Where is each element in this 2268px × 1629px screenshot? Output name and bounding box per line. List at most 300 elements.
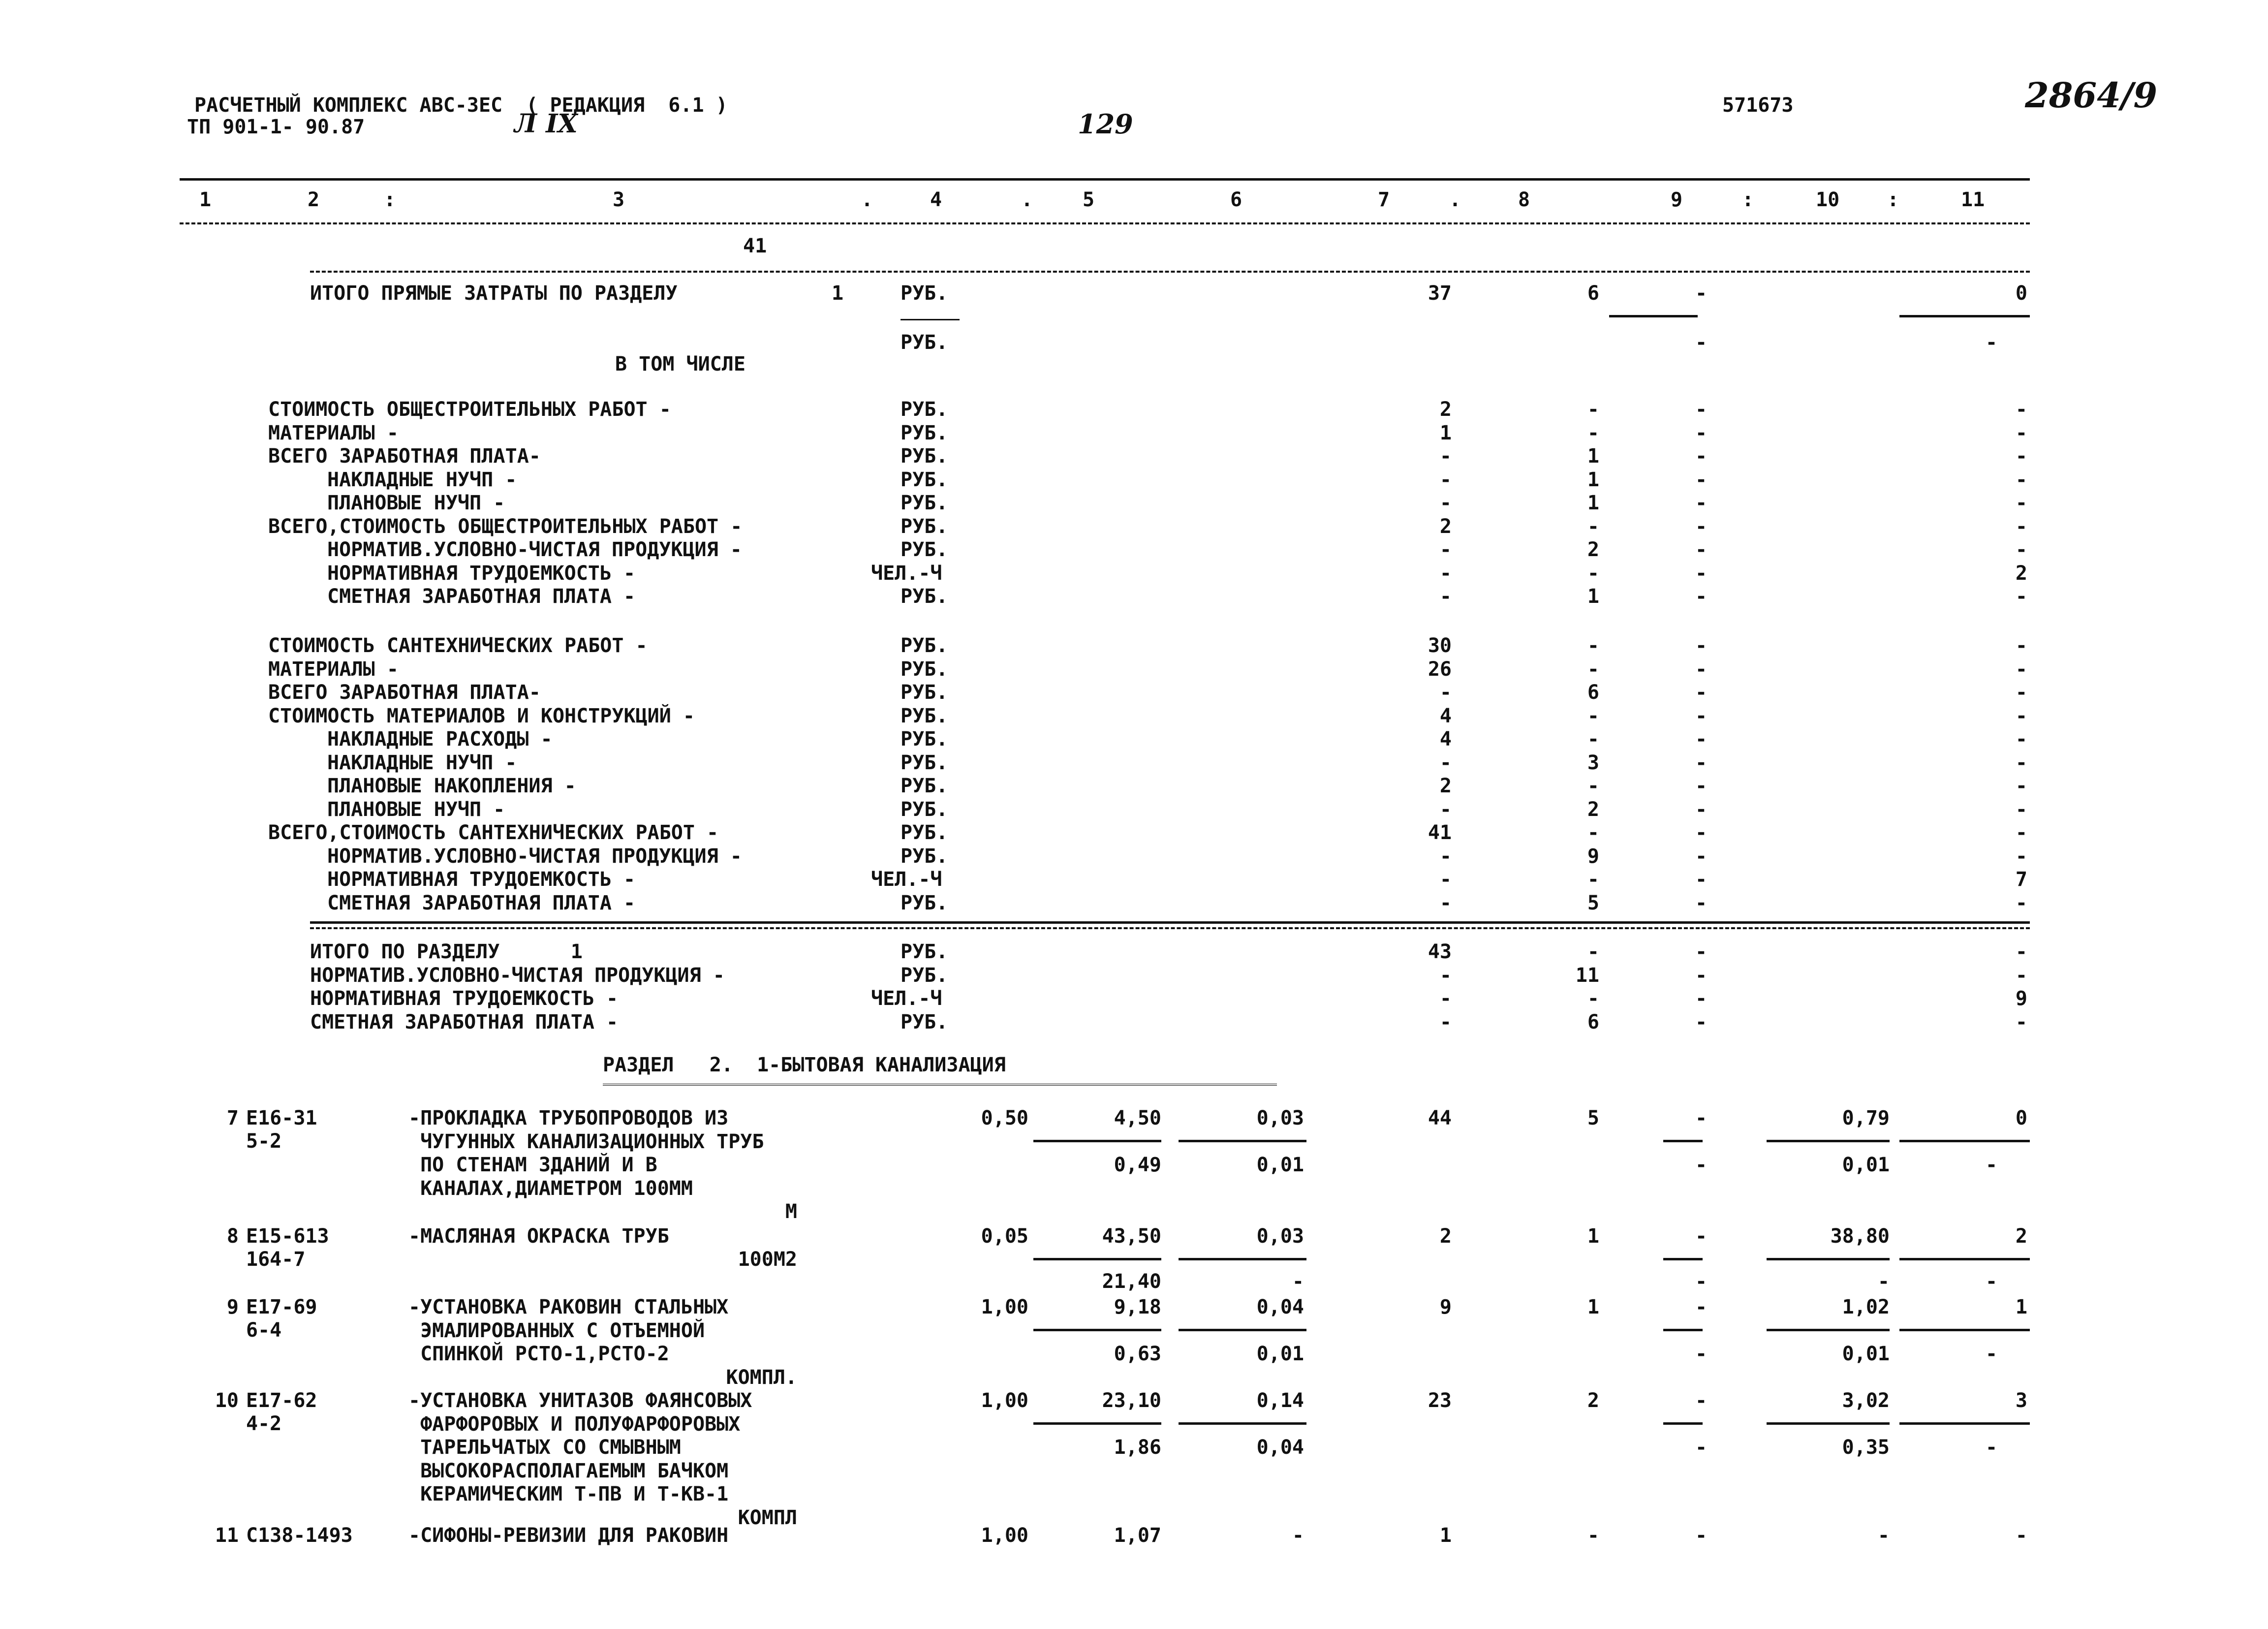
- column-header-1: 2: [308, 188, 320, 211]
- row-c7: 30: [1428, 634, 1452, 657]
- row-label: НАКЛАДНЫЕ НУЧП -: [327, 468, 517, 491]
- item-c6b: 0,04: [1256, 1436, 1304, 1459]
- row-c11: -: [2015, 681, 2027, 704]
- row-c9: -: [1695, 728, 1708, 751]
- row-c11: -: [2015, 421, 2027, 444]
- row-c11: -: [2015, 515, 2027, 538]
- item-rule-c10: [1767, 1329, 1890, 1331]
- row-c8: 1: [1587, 492, 1599, 514]
- column-header-10: .: [1449, 188, 1461, 211]
- section1-total-c8: 6: [1587, 282, 1599, 305]
- item-rule-c5: [1033, 1329, 1161, 1331]
- item-c5: 1,07: [1114, 1524, 1161, 1547]
- column-header-11: 8: [1518, 188, 1530, 211]
- row-c9: -: [1695, 538, 1708, 561]
- row-label: НОРМАТИВНАЯ ТРУДОЕМКОСТЬ -: [327, 562, 636, 585]
- row-label: СТОИМОСТЬ САНТЕХНИЧЕСКИХ РАБОТ -: [268, 634, 648, 657]
- column-header-15: :: [1887, 188, 1899, 211]
- row-c11: -: [2015, 751, 2027, 774]
- row-c11: 7: [2015, 868, 2027, 891]
- row-c8: 11: [1575, 964, 1599, 987]
- row-c11: -: [2015, 538, 2027, 561]
- row-c11: -: [2015, 398, 2027, 421]
- item-desc-line: ЧУГУННЫХ КАНАЛИЗАЦИОННЫХ ТРУБ: [408, 1130, 764, 1153]
- row-unit: РУБ.: [901, 658, 948, 681]
- item-unit: М: [785, 1200, 797, 1223]
- row-c8: -: [1587, 515, 1599, 538]
- item-c5: 9,18: [1114, 1296, 1161, 1318]
- row-label: ВСЕГО,СТОИМОСТЬ ОБЩЕСТРОИТЕЛЬНЫХ РАБОТ -: [268, 515, 743, 538]
- row-label: ВСЕГО ЗАРАБОТНАЯ ПЛАТА-: [268, 445, 541, 468]
- row-c9: -: [1695, 634, 1708, 657]
- document-number: 571673: [1722, 94, 1794, 117]
- item-unit: КОМПЛ: [738, 1506, 797, 1529]
- row-label: ПЛАНОВЫЕ НУЧП -: [327, 492, 505, 514]
- item-desc-line: ФАРФОРОВЫХ И ПОЛУФАРФОРОВЫХ: [408, 1412, 741, 1436]
- row-c11: -: [2015, 728, 2027, 751]
- row-c11: -: [2015, 775, 2027, 797]
- row-label: НОРМАТИВ.УСЛОВНО-ЧИСТАЯ ПРОДУКЦИЯ -: [327, 845, 742, 868]
- item-c5b: 0,49: [1114, 1154, 1161, 1176]
- item-c9: -: [1695, 1296, 1708, 1318]
- row-unit: РУБ.: [901, 798, 948, 821]
- row-c11: -: [2015, 964, 2027, 987]
- row-label: НАКЛАДНЫЕ РАСХОДЫ -: [327, 728, 553, 751]
- item-c8: 2: [1587, 1389, 1599, 1412]
- row-c7: 2: [1439, 398, 1452, 421]
- section1-total-c9b: -: [1695, 331, 1708, 354]
- row-label: СТОИМОСТЬ ОБЩЕСТРОИТЕЛЬНЫХ РАБОТ -: [268, 398, 671, 421]
- item-c9: -: [1695, 1107, 1708, 1129]
- item-rule-c9: [1663, 1258, 1703, 1260]
- row-c11: 2: [2015, 562, 2027, 585]
- item-desc-line: -МАСЛЯНАЯ ОКРАСКА ТРУБ: [408, 1225, 669, 1248]
- item-c6: 0,03: [1256, 1107, 1304, 1129]
- column-header-0: 1: [199, 188, 212, 211]
- row-unit: РУБ.: [901, 492, 948, 514]
- row-c8: -: [1587, 940, 1599, 963]
- item-rule-c10: [1767, 1258, 1890, 1260]
- row-label: МАТЕРИАЛЫ -: [268, 421, 399, 444]
- row-unit: РУБ.: [901, 964, 948, 987]
- row-c11: -: [2015, 798, 2027, 821]
- item-no: 11: [215, 1524, 239, 1547]
- row-c8: 1: [1587, 585, 1599, 608]
- item-c6: 0,04: [1256, 1296, 1304, 1318]
- row-c8: -: [1587, 634, 1599, 657]
- row-label: НОРМАТИВНАЯ ТРУДОЕМКОСТЬ -: [310, 987, 619, 1010]
- item-code: Е17-62: [246, 1389, 317, 1412]
- row-label: СМЕТНАЯ ЗАРАБОТНАЯ ПЛАТА -: [327, 891, 636, 914]
- row-unit: ЧЕЛ.-Ч: [871, 562, 942, 585]
- item-unit: КОМПЛ.: [726, 1366, 797, 1389]
- row-unit: РУБ.: [901, 421, 948, 444]
- section1-total-c11b: -: [1986, 331, 1998, 354]
- row-c7: -: [1439, 987, 1452, 1010]
- item-rule-c11: [1899, 1422, 2030, 1425]
- row-c9: -: [1695, 445, 1708, 468]
- row-c9: -: [1695, 562, 1708, 585]
- row-c9: -: [1695, 798, 1708, 821]
- row-c7: -: [1439, 751, 1452, 774]
- item-code2: 4-2: [246, 1412, 282, 1435]
- row-c7: -: [1439, 468, 1452, 491]
- row-c8: -: [1587, 421, 1599, 444]
- header-rule-top: [180, 178, 2030, 181]
- row-c8: -: [1587, 398, 1599, 421]
- row-c7: 2: [1439, 515, 1452, 538]
- item-rule-c11: [1899, 1258, 2030, 1260]
- section1-total-no: 1: [832, 282, 844, 305]
- item-rule-c9: [1663, 1329, 1703, 1331]
- row-c8: -: [1587, 987, 1599, 1010]
- row-c9: -: [1695, 421, 1708, 444]
- row-c7: 2: [1439, 775, 1452, 797]
- row-c11: -: [2015, 845, 2027, 868]
- row-unit: РУБ.: [901, 775, 948, 797]
- item-rule-c9: [1663, 1422, 1703, 1425]
- row-c8: 6: [1587, 681, 1599, 704]
- item-c7: 44: [1428, 1107, 1452, 1129]
- row-c7: -: [1439, 538, 1452, 561]
- row-c7: 1: [1439, 421, 1452, 444]
- row-c7: -: [1439, 891, 1452, 914]
- item-c11: 3: [2015, 1389, 2027, 1412]
- row-c11: -: [2015, 492, 2027, 514]
- item-c9b: -: [1695, 1436, 1708, 1459]
- item-rule-c10: [1767, 1422, 1890, 1425]
- item-rule-c5: [1033, 1422, 1161, 1425]
- column-header-2: :: [384, 188, 396, 211]
- row-unit: РУБ.: [901, 1010, 948, 1034]
- section1-total-unit-2: РУБ.: [901, 331, 948, 354]
- item-c6: 0,14: [1256, 1389, 1304, 1412]
- header-line-1: РАСЧЕТНЫЙ КОМПЛЕКС АВС-3ЕС ( РЕДАКЦИЯ 6.1 ): [194, 94, 728, 117]
- item-desc-line: -УСТАНОВКА УНИТАЗОВ ФАЯНСОВЫХ: [408, 1389, 752, 1412]
- item-rule-c6: [1179, 1422, 1306, 1425]
- row-unit: РУБ.: [901, 515, 948, 538]
- item-c7: 9: [1439, 1296, 1452, 1318]
- row-c7: -: [1439, 845, 1452, 868]
- row-unit: РУБ.: [901, 845, 948, 868]
- row-label: НОРМАТИВНАЯ ТРУДОЕМКОСТЬ -: [327, 868, 636, 891]
- row-c9: -: [1695, 515, 1708, 538]
- row-c11: -: [2015, 658, 2027, 681]
- row-label: СТОИМОСТЬ МАТЕРИАЛОВ И КОНСТРУКЦИЙ -: [268, 704, 695, 727]
- item-c7: 23: [1428, 1389, 1452, 1412]
- row-label: ВСЕГО,СТОИМОСТЬ САНТЕХНИЧЕСКИХ РАБОТ -: [268, 821, 719, 844]
- item-rule-c6: [1179, 1140, 1306, 1142]
- row-unit: РУБ.: [901, 821, 948, 844]
- section-rule: [310, 271, 2030, 273]
- item-code2: 6-4: [246, 1319, 282, 1342]
- row-c7: 43: [1428, 940, 1452, 963]
- row-label: СМЕТНАЯ ЗАРАБОТНАЯ ПЛАТА -: [327, 585, 636, 608]
- header-line-2: ТП 901-1- 90.87: [187, 116, 365, 138]
- item-desc-line: СПИНКОЙ РСТО-1,РСТО-2: [408, 1343, 669, 1365]
- item-rule-c6: [1179, 1329, 1306, 1331]
- item-code2: 164-7: [246, 1248, 306, 1271]
- column-header-8: 6: [1230, 188, 1243, 211]
- row-c11: -: [2015, 1010, 2027, 1034]
- row-c8: 2: [1587, 798, 1599, 821]
- row-unit: РУБ.: [901, 940, 948, 963]
- row-label: НАКЛАДНЫЕ НУЧП -: [327, 751, 517, 774]
- item-c9: -: [1695, 1225, 1708, 1248]
- item-c11b: -: [1986, 1154, 1998, 1176]
- row-c8: -: [1587, 868, 1599, 891]
- item-c9b: -: [1695, 1154, 1708, 1176]
- row-c8: -: [1587, 821, 1599, 844]
- row-c7: -: [1439, 562, 1452, 585]
- item-no: 7: [226, 1107, 239, 1129]
- item-c11: 1: [2015, 1296, 2027, 1318]
- item-c4: 0,05: [981, 1225, 1028, 1248]
- row-unit: РУБ.: [901, 538, 948, 561]
- row-unit: ЧЕЛ.-Ч: [871, 987, 942, 1010]
- row-c8: 9: [1587, 845, 1599, 868]
- section1-total-c7: 37: [1428, 282, 1452, 305]
- column-header-7: 5: [1083, 188, 1095, 211]
- item-c7: 1: [1439, 1524, 1452, 1547]
- item-c10b: 0,35: [1842, 1436, 1890, 1459]
- item-c5: 43,50: [1102, 1225, 1161, 1248]
- row-c8: 1: [1587, 445, 1599, 468]
- item-desc-line: КЕРАМИЧЕСКИМ Т-ПВ И Т-КВ-1: [408, 1483, 729, 1505]
- section1-unit-rule: [901, 319, 960, 320]
- item-c10: 3,02: [1842, 1389, 1890, 1412]
- item-desc-line: КАНАЛАХ,ДИАМЕТРОМ 100ММ: [408, 1177, 693, 1200]
- row-unit: РУБ.: [901, 681, 948, 704]
- item-desc-line: -СИФОНЫ-РЕВИЗИИ ДЛЯ РАКОВИН: [408, 1524, 729, 1547]
- item-c10: 1,02: [1842, 1296, 1890, 1318]
- item-c10: -: [1877, 1524, 1890, 1547]
- row-c9: -: [1695, 821, 1708, 844]
- row-label: МАТЕРИАЛЫ -: [268, 658, 399, 681]
- item-c9b: -: [1695, 1343, 1708, 1365]
- item-desc-line: -УСТАНОВКА РАКОВИН СТАЛЬНЫХ: [408, 1296, 729, 1318]
- item-no: 10: [215, 1389, 239, 1412]
- item-c9: -: [1695, 1524, 1708, 1547]
- item-c11b: -: [1986, 1343, 1998, 1365]
- row-label: НОРМАТИВ.УСЛОВНО-ЧИСТАЯ ПРОДУКЦИЯ -: [310, 964, 725, 987]
- column-header-14: 10: [1816, 188, 1840, 211]
- item-c5b: 1,86: [1114, 1436, 1161, 1459]
- row-c7: -: [1439, 964, 1452, 987]
- item-c4: 1,00: [981, 1389, 1028, 1412]
- item-c5: 4,50: [1114, 1107, 1161, 1129]
- item-c8: -: [1587, 1524, 1599, 1547]
- section1-total-label: ИТОГО ПРЯМЫЕ ЗАТРАТЫ ПО РАЗДЕЛУ: [310, 282, 678, 305]
- item-c6b: -: [1292, 1270, 1304, 1293]
- row-unit: ЧЕЛ.-Ч: [871, 868, 942, 891]
- row-c11: -: [2015, 940, 2027, 963]
- item-no: 8: [226, 1225, 239, 1248]
- section1-summary-rule-dash: [310, 927, 2030, 929]
- code-mark: Л IX: [514, 109, 578, 139]
- row-unit: РУБ.: [901, 751, 948, 774]
- row-c8: -: [1587, 704, 1599, 727]
- item-c5b: 21,40: [1102, 1270, 1161, 1293]
- row-c7: 4: [1439, 704, 1452, 727]
- item-c7: 2: [1439, 1225, 1452, 1248]
- item-c11: 0: [2015, 1107, 2027, 1129]
- row-c11: -: [2015, 704, 2027, 727]
- section1-total-c9: -: [1695, 282, 1708, 305]
- item-desc-line: ПО СТЕНАМ ЗДАНИЙ И В: [408, 1154, 657, 1176]
- row-unit: РУБ.: [901, 445, 948, 468]
- row-c9: -: [1695, 681, 1708, 704]
- item-no: 9: [226, 1296, 239, 1318]
- row-unit: РУБ.: [901, 468, 948, 491]
- column-header-6: .: [1021, 188, 1033, 211]
- section1-summary-rule-top: [310, 921, 2030, 924]
- row-c11: -: [2015, 468, 2027, 491]
- column-header-4: .: [861, 188, 873, 211]
- item-c8: 1: [1587, 1225, 1599, 1248]
- section1-total-unit: РУБ.: [901, 282, 948, 305]
- item-c9b: -: [1695, 1270, 1708, 1293]
- item-desc-line: ТАРЕЛЬЧАТЫХ СО СМЫВНЫМ: [408, 1436, 681, 1459]
- row-c8: -: [1587, 562, 1599, 585]
- row-c9: -: [1695, 751, 1708, 774]
- column-header-3: 3: [613, 188, 625, 211]
- section-number: 41: [743, 235, 767, 257]
- row-c11: -: [2015, 821, 2027, 844]
- item-c6: 0,03: [1256, 1225, 1304, 1248]
- row-c9: -: [1695, 868, 1708, 891]
- item-c10b: -: [1877, 1270, 1890, 1293]
- item-rule-c9: [1663, 1140, 1703, 1142]
- row-c11: -: [2015, 445, 2027, 468]
- section1-c11-rule: [1899, 315, 2030, 317]
- item-c8: 1: [1587, 1296, 1599, 1318]
- row-c8: -: [1587, 658, 1599, 681]
- row-c11: 9: [2015, 987, 2027, 1010]
- row-unit: РУБ.: [901, 891, 948, 914]
- item-code: Е17-69: [246, 1296, 317, 1318]
- row-c7: -: [1439, 868, 1452, 891]
- section1-c9-rule: [1609, 315, 1698, 317]
- item-rule-c10: [1767, 1140, 1890, 1142]
- row-c8: -: [1587, 728, 1599, 751]
- row-label: СМЕТНАЯ ЗАРАБОТНАЯ ПЛАТА -: [310, 1010, 619, 1034]
- item-c6b: 0,01: [1256, 1154, 1304, 1176]
- column-header-12: 9: [1671, 188, 1683, 211]
- item-c11: 2: [2015, 1225, 2027, 1248]
- item-desc-line: ЭМАЛИРОВАННЫХ С ОТЪЕМНОЙ: [408, 1319, 705, 1342]
- row-c9: -: [1695, 987, 1708, 1010]
- row-c7: -: [1439, 585, 1452, 608]
- row-c9: -: [1695, 468, 1708, 491]
- row-c9: -: [1695, 891, 1708, 914]
- item-c5b: 0,63: [1114, 1343, 1161, 1365]
- row-c9: -: [1695, 658, 1708, 681]
- sheet-number-handwritten: 2864/9: [2025, 75, 2158, 116]
- item-rule-c11: [1899, 1329, 2030, 1331]
- row-c7: -: [1439, 798, 1452, 821]
- row-c7: -: [1439, 445, 1452, 468]
- row-unit: РУБ.: [901, 704, 948, 727]
- item-c10b: 0,01: [1842, 1154, 1890, 1176]
- row-c9: -: [1695, 1010, 1708, 1034]
- item-rule-c5: [1033, 1140, 1161, 1142]
- item-c10b: 0,01: [1842, 1343, 1890, 1365]
- section2-title-underline: [603, 1084, 1277, 1089]
- row-c7: 4: [1439, 728, 1452, 751]
- row-unit: РУБ.: [901, 585, 948, 608]
- row-label: ИТОГО ПО РАЗДЕЛУ 1: [310, 940, 583, 963]
- row-label: НОРМАТИВ.УСЛОВНО-ЧИСТАЯ ПРОДУКЦИЯ -: [327, 538, 742, 561]
- row-c11: -: [2015, 634, 2027, 657]
- row-unit: РУБ.: [901, 728, 948, 751]
- item-rule-c5: [1033, 1258, 1161, 1260]
- item-code: Е16-31: [246, 1107, 317, 1129]
- row-c7: -: [1439, 681, 1452, 704]
- section1-total-c11: 0: [2015, 282, 2027, 305]
- row-c7: -: [1439, 1010, 1452, 1034]
- item-desc-line: -ПРОКЛАДКА ТРУБОПРОВОДОВ ИЗ: [408, 1107, 729, 1129]
- item-c10: 38,80: [1830, 1225, 1890, 1248]
- header-rule-bottom: [180, 222, 2030, 224]
- item-rule-c6: [1179, 1258, 1306, 1260]
- row-c8: 6: [1587, 1010, 1599, 1034]
- item-code: С138-1493: [246, 1524, 353, 1547]
- item-c11b: -: [1986, 1270, 1998, 1293]
- row-c8: 2: [1587, 538, 1599, 561]
- item-c4: 0,50: [981, 1107, 1028, 1129]
- item-c9: -: [1695, 1389, 1708, 1412]
- item-c4: 1,00: [981, 1524, 1028, 1547]
- item-desc-line: ВЫСОКОРАСПОЛАГАЕМЫМ БАЧКОМ: [408, 1459, 729, 1482]
- column-header-16: 11: [1961, 188, 1985, 211]
- row-c9: -: [1695, 704, 1708, 727]
- row-label: ПЛАНОВЫЕ НУЧП -: [327, 798, 505, 821]
- row-label: ПЛАНОВЫЕ НАКОПЛЕНИЯ -: [327, 775, 576, 797]
- item-c5: 23,10: [1102, 1389, 1161, 1412]
- item-c11: -: [2015, 1524, 2027, 1547]
- row-label: ВСЕГО ЗАРАБОТНАЯ ПЛАТА-: [268, 681, 541, 704]
- item-c10: 0,79: [1842, 1107, 1890, 1129]
- column-header-5: 4: [930, 188, 942, 211]
- item-c8: 5: [1587, 1107, 1599, 1129]
- row-c9: -: [1695, 845, 1708, 868]
- item-rule-c11: [1899, 1140, 2030, 1142]
- row-c8: -: [1587, 775, 1599, 797]
- row-c8: 5: [1587, 891, 1599, 914]
- section2-title: РАЗДЕЛ 2. 1-БЫТОВАЯ КАНАЛИЗАЦИЯ: [603, 1054, 1006, 1076]
- row-c9: -: [1695, 964, 1708, 987]
- item-code2: 5-2: [246, 1130, 282, 1153]
- row-c11: -: [2015, 891, 2027, 914]
- in-which-label: В ТОМ ЧИСЛЕ: [615, 353, 746, 376]
- row-unit: РУБ.: [901, 398, 948, 421]
- column-header-13: :: [1742, 188, 1754, 211]
- item-c6b: 0,01: [1256, 1343, 1304, 1365]
- row-c9: -: [1695, 398, 1708, 421]
- row-c11: -: [2015, 585, 2027, 608]
- row-c7: 41: [1428, 821, 1452, 844]
- item-c4: 1,00: [981, 1296, 1028, 1318]
- item-c6: -: [1292, 1524, 1304, 1547]
- page-number-handwritten: 129: [1078, 108, 1133, 140]
- item-unit: 100М2: [738, 1248, 797, 1271]
- row-c7: 26: [1428, 658, 1452, 681]
- row-c8: 3: [1587, 751, 1599, 774]
- row-c8: 1: [1587, 468, 1599, 491]
- row-c9: -: [1695, 940, 1708, 963]
- row-c7: -: [1439, 492, 1452, 514]
